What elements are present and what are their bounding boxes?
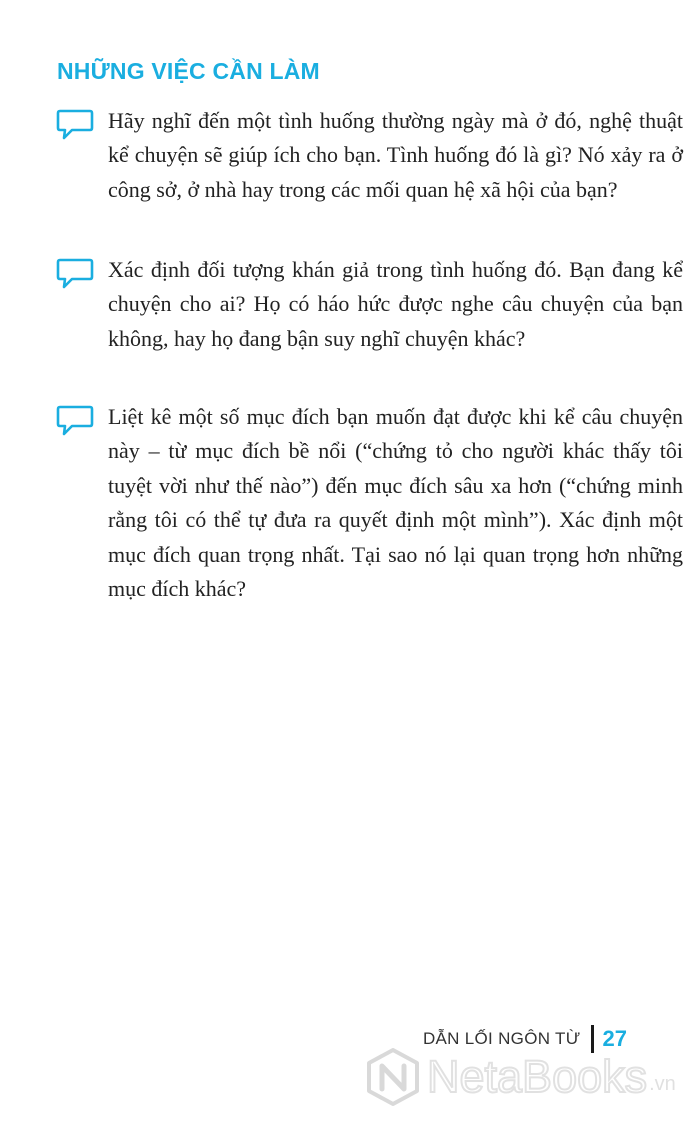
speech-bubble-icon	[56, 108, 94, 142]
watermark-suffix: .vn	[649, 1073, 676, 1095]
page-number: 27	[602, 1026, 627, 1051]
checklist-item-text: Hãy nghĩ đến một tình huống thường ngày mà ở đó, nghệ thuật kể chuyện sẽ giúp ích cho bạn. Tình huống đó là gì? Nó xảy ra ở công sở, ở nhà hay trong các mối quan hệ xã hội của bạn?	[108, 108, 683, 202]
hexagon-n-logo-icon	[365, 1047, 421, 1107]
watermark	[365, 1046, 676, 1108]
section-heading: NHỮNG VIỆC CẦN LÀM	[57, 58, 320, 84]
speech-bubble-icon	[56, 257, 94, 291]
book-title: DẪN LỐI NGÔN TỪ	[422, 1029, 581, 1048]
speech-bubble-icon	[56, 404, 94, 438]
checklist-item-text: Xác định đối tượng khán giả trong tình huống đó. Bạn đang kể chuyện cho ai? Họ có háo hức được nghe câu chuyện của bạn không, hay họ đang bận suy nghĩ chuyện khác?	[108, 257, 683, 351]
checklist-item-text: Liệt kê một số mục đích bạn muốn đạt được khi kể câu chuyện này – từ mục đích bề nổi (“chứng tỏ cho người khác thấy tôi tuyệt vời như thế nào”) đến mục đích sâu xa hơn (“chứng minh rằng tôi có thể tự đưa ra quyết định một mình”). Xác định một mục đích quan trọng nhất. Tại sao nó lại quan trọng hơn những mục đích khác?	[108, 404, 683, 602]
watermark-text: NetaBooks	[427, 1051, 648, 1102]
